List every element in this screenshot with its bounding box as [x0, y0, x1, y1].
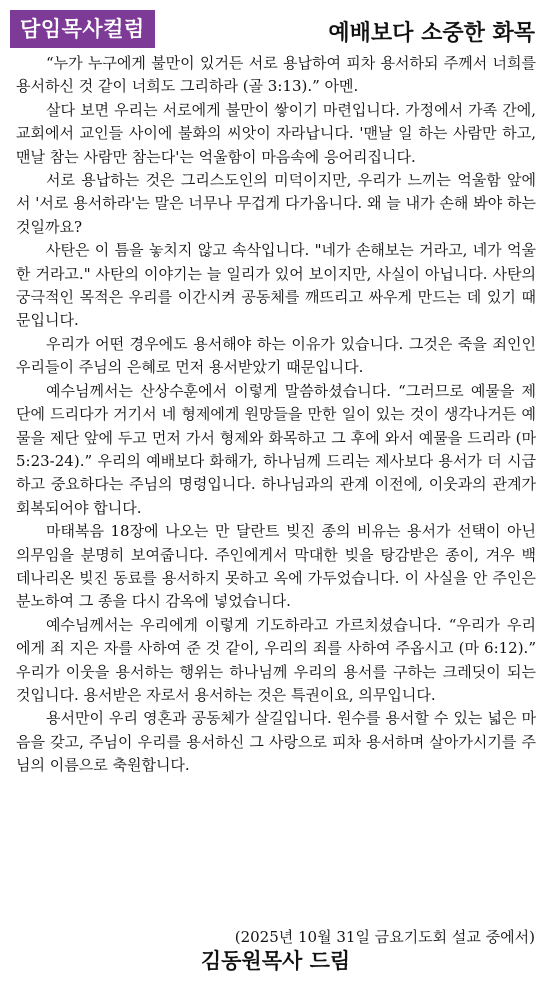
article-body — [16, 52, 536, 778]
paragraph: 우리가 어떤 경우에도 용서해야 하는 이유가 있습니다. 그것은 죽을 죄인인 우리들이 주님의 은혜로 먼저 용서받았기 때문입니다. — [16, 334, 536, 377]
paragraph: 용서만이 우리 영혼과 공동체가 살길입니다. 원수를 용서할 수 있는 넓은 마음을 갖고, 주님이 우리를 용서하신 그 사랑으로 피차 용서하며 살아가시기를 주님의 이름으로 축원합니다. — [16, 709, 536, 775]
author-signature: 김동원목사 드림 — [200, 949, 351, 973]
column-badge: 담임목사컬럼 — [10, 10, 155, 48]
sermon-source: (2025년 10월 31일 금요기도회 설교 중에서) — [234, 928, 535, 946]
paragraph: 마태복음 18장에 나오는 만 달란트 빚진 종의 비유는 용서가 선택이 아닌 의무임을 분명히 보여줍니다. 주인에게서 막대한 빚을 탕감받은 종이, 겨우 백 데나리온 빚진 동료를 용서하지 못하고 옥에 가두었습니다. 이 사실을 안 주인은 분노하여 그 종을 다시 감옥에 넣었습니다. — [16, 522, 536, 611]
paragraph: 서로 용납하는 것은 그리스도인의 미덕이지만, 우리가 느끼는 억울함 앞에서 '서로 용서하라'는 말은 너무나 무겁게 다가옵니다. 왜 늘 내가 손해 봐야 하는 것일까요? — [16, 171, 536, 236]
paragraph: 예수님께서는 산상수훈에서 이렇게 말씀하셨습니다. “그러므로 예물을 제단에 드리다가 거기서 네 형제에게 원망들을 만한 일이 있는 것이 생각나거든 예물을 제단 앞에 두고 먼저 가서 형제와 화목하고 그 후에 와서 예물을 드리라 (마 5:23-24).” 우리의 예배보다 화해가, 하나님께 드리는 제사보다 용서가 더 시급하고 중요하다는 주님의 명령입니다. 하나님과의 관계 이전에, 이웃과의 관계가 회복되어야 합니다. — [16, 381, 536, 517]
column-header — [0, 0, 551, 52]
article-title: 예배보다 소중한 화목 — [328, 20, 535, 46]
paragraph: 사탄은 이 틈을 놓치지 않고 속삭입니다. "네가 손해보는 거라고, 네가 억울한 거라고." 사탄의 이야기는 늘 일리가 있어 보이지만, 사실이 아닙니다. 사탄의 궁극적인 목적은 우리를 이간시켜 공동체를 깨뜨리고 싸우게 만드는 데 있기 때문입니다. — [16, 241, 536, 330]
paragraph: 살다 보면 우리는 서로에게 불만이 쌓이기 마련입니다. 가정에서 가족 간에, 교회에서 교인들 사이에 불화의 씨앗이 자라납니다. '맨날 일 하는 사람만 하고, 맨날 참는 사람만 참는다'는 억울함이 마음속에 응어리집니다. — [16, 100, 536, 166]
paragraph: 예수님께서는 우리에게 이렇게 기도하라고 가르치셨습니다. “우리가 우리에게 죄 지은 자를 사하여 준 것 같이, 우리의 죄를 사하여 주옵시고 (마 6:12).” 우리가 이웃을 용서하는 행위는 하나님께 우리의 용서를 구하는 크레딧이 되는 것입니다. 용서받은 자로서 용서하는 것은 특권이요, 의무입니다. — [16, 615, 536, 704]
paragraph-scripture: “누가 누구에게 불만이 있거든 서로 용납하여 피차 용서하되 주께서 너희를 용서하신 것 같이 너희도 그리하라 (골 3:13).” 아멘. — [16, 54, 536, 96]
